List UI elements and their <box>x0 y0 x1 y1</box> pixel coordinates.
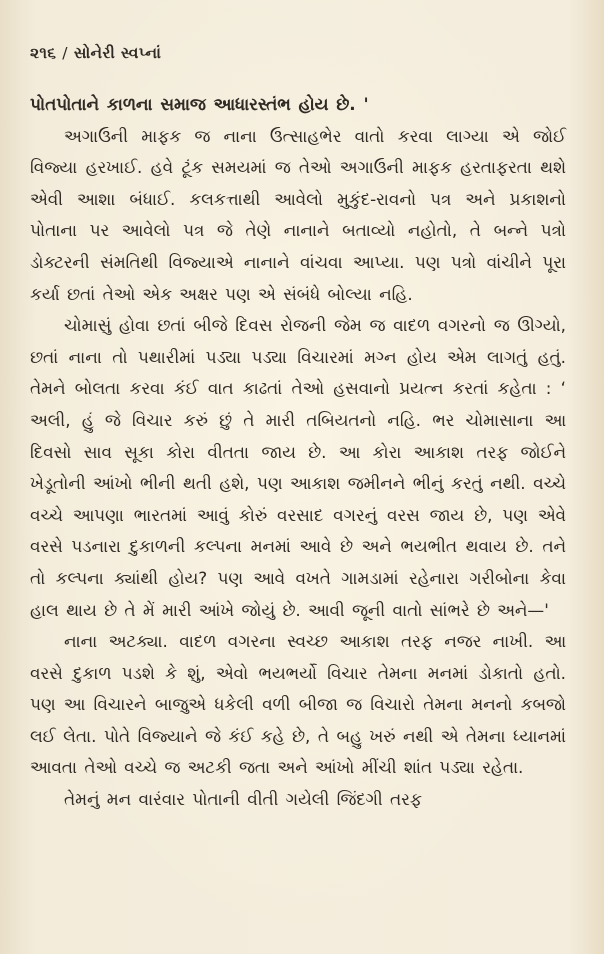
running-header <box>30 44 566 63</box>
paragraph-1: પોતપોતાને કાળના સમાજ આધારસ્તંભ હોય છે. ' <box>30 94 369 114</box>
header-separator: / <box>62 44 68 62</box>
paragraph-4: નાના અટક્યા. વાદળ વગરના સ્વચ્છ આકાશ તરફ નજર નાખી. આ વરસે દુકાળ પડશે કે શું, એવો ભયભર્યો વિચાર તેમના મનમાં ડોકાતો હતો. પણ આ વિચારને બાજુએ ધકેલી વળી બીજા જ વિચારો તેમના મનનો કબજો લઈ લેતા. પોતે વિજ્યાને જે કંઈ કહે છે, તે બહુ ખરું નથી એ તેમના ધ્યાનમાં આવતા તેઓ વચ્ચે જ અટકી જતા અને આંખો મીંચી શાંત પડ્યા રહેતા. <box>30 631 566 778</box>
paragraph-3: ચોમાસું હોવા છતાં બીજે દિવસ રોજની જેમ જ વાદળ વગરનો જ ઊગ્યો, છતાં નાના તો પથારીમાં પડ્યા પડ્યા વિચારમાં મગ્ન હોય એમ લાગતું હતું. તેમને બોલતા કરવા કંઈ વાત કાઢતાં તેઓ હસવાનો પ્રયત્ન કરતાં કહેતા : ‘ અલી, હું જે વિચાર કરું છું તે મારી તબિયતનો નહિ. ભર ચોમાસાના આ દિવસો સાવ સૂકા કોરા વીતતા જાય છે. આ કોરા આકાશ તરફ જોઈને ખેડૂતોની આંખો ભીની થતી હશે, પણ આકાશ જમીનને ભીનું કરતું નથી. વચ્ચે વચ્ચે આપણા ભારતમાં આવું કોરું વરસાદ વગરનું વરસ જાય છે, પણ એવે વરસે પડનારા દુકાળની કલ્પના મનમાં આવે છે અને ભયભીત થવાય છે. તને તો કલ્પના ક્યાંથી હોય? પણ આવે વખતે ગામડામાં રહેનારા ગરીબોના કેવા હાલ થાય છે તે મેં મારી આંખે જોયું છે. આવી જૂની વાતો સાંભરે છે અને—' <box>30 315 566 620</box>
page-number: ૨૧૬ <box>30 44 57 62</box>
paragraph-5: તેમનું મન વારંવાર પોતાની વીતી ગયેલી જિંદગી તરફ <box>64 789 422 810</box>
body-text <box>30 89 566 816</box>
paragraph-2: અગાઉની માફક જ નાના ઉત્સાહભેર વાતો કરવા લાગ્યા એ જોઈ વિજ્યા હરખાઈ. હવે ટૂંક સમયમાં જ તેઓ અગાઉની માફક હરતાફરતા થશે એવી આશા બંધાઈ. કલકત્તાથી આવેલો મુકુંદ-રાવનો પત્ર અને પ્રકાશનો પોતાના પર આવેલો પત્ર જે તેણે નાનાને બતાવ્યો નહોતો, તે બન્ને પત્રો ડોક્ટરની સંમતિથી વિજ્યાએ નાનાને વાંચવા આપ્યા. પણ પત્રો વાંચીને પૂરા કર્યા છતાં તેઓ એક અક્ષર પણ એ સંબંધે બોલ્યા નહિ. <box>30 125 566 304</box>
book-title: સોનેરી સ્વપ્નાં <box>73 44 162 62</box>
